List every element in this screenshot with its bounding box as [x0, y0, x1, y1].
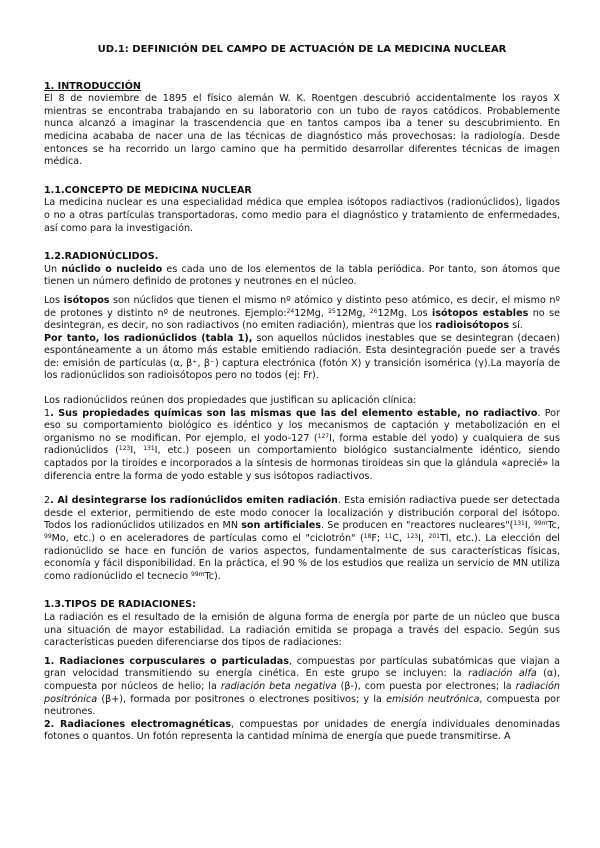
document-title: UD.1: DEFINICIÓN DEL CAMPO DE ACTUACIÓN DE LA MEDICINA NUCLEAR — [97, 44, 507, 55]
corpusculares-paragraph: 1. Radiaciones corpusculares o particuladas, compuestas por partículas subatómicas que viajan a gran velocidad transmitiendo su energía cinética. En este grupo se incluyen: la radiación alfa (α), compuesta por núcleos de helio; la radiación beta negativa (β-), com puesta por electrones; la radiación positrónica (β+), formada por positrones o electrones positivos; y la emisión neutrónica, compuesta por neutrones. — [44, 655, 560, 718]
radiacion-paragraph: La radiación es el resultado de la emisión de alguna forma de energía por parte de un núcleo que busca una situación de mayor estabilidad. La radiación emitida se propaga a través del espacio. Según sus características pueden diferenciarse dos tipos de radiaciones: — [44, 611, 560, 649]
intro-paragraph: El 8 de noviembre de 1895 el físico alemán W. K. Roentgen descubrió accidentalmente los rayos X mientras se encontraba trabajando en su laboratorio con un tubo de rayos catódicos. Probablemente nunca alcanzó a imaginar la trascendencia que en tantos campos iba a tener su descubrimiento. En medicina acababa de nacer una de las técnicas de diagnóstico más provechosas: la radiología. Desde entonces se ha recorrido un largo camino que ha permitido desarrollar diferentes técnicas de imagen médica. — [44, 93, 560, 168]
concepto-paragraph: La medicina nuclear es una especialidad médica que emplea isótopos radiactivos (radionúclidos), ligados o no a otras partículas transportadoras, como medio para el diagnóstico y tratamiento de enfermedades, así como para la investigación. — [44, 197, 560, 234]
propiedades-intro: Los radionúclidos reúnen dos propiedades que justifican su aplicación clínica: — [44, 395, 417, 407]
electromagneticas-paragraph: 2. Radiaciones electromagnéticas, compuestas por unidades de energía individuales denominadas fotones o quantos. Un fotón representa la cantidad mínima de energía que puede transmitirse. A — [44, 718, 560, 743]
heading-tipos-radiaciones: 1.3.TIPOS DE RADIACIONES: — [44, 599, 196, 611]
isotopos-paragraph: Los isótopos son núclidos que tienen el mismo nº atómico y distinto peso atómico, es decir, el mismo nº de protones y distinto nº de neutrones. Ejemplo:$^{24}$12Mg, $^{25}$12Mg, $^{26}$12Mg. Los isótopos estables no se desintegran, es decir, no son radiactivos (no emiten radiación), mientras que los radioisótopos sí. — [44, 294, 561, 332]
propiedad-1-paragraph: 1. Sus propiedades químicas son las mismas que las del elemento estable, no radiactivo. Por eso su comportamiento biológico es idéntico y los mecanismos de captación y metabolización en el organismo no se modifican. Por ejemplo, el yodo-127 ($^{127}$I, forma estable del yodo) y cualquiera de sus radionúclidos ($^{123}$I, $^{131}$I, etc.) poseen un comportamiento biológico sustancialmente idéntico, siendo captados por la tiroides e incorporados a la síntesis de hormonas tiroideas sin que la glándula «aprecié» la diferencia entre la forma de yodo estable y sus isótopos radiactivos. — [44, 407, 560, 482]
heading-introduccion: 1. INTRODUCCIÓN — [44, 80, 141, 92]
heading-concepto: 1.1.CONCEPTO DE MEDICINA NUCLEAR — [44, 184, 252, 196]
nuclido-paragraph: Un núclido o nucleido es cada uno de los elementos de la tabla periódica. Por tanto, son átomos que tienen un número definido de protones y neutrones en el núcleo. — [44, 263, 561, 288]
propiedad-2-paragraph: 2. Al desintegrarse los radionúclidos emiten radiación. Esta emisión radiactiva puede ser detectada desde el exterior, permitiendo de este modo conocer la localización y distribución corporal del isótopo. Todos los radionúclidos utilizados en MN son artificiales. Se producen en "reactores nucleares"($^{131}$I, $^{99m}$Tc, $^{99}$Mo, etc.) o en aceleradores de partículas como el "ciclotrón" ($^{18}$F; $^{11}$C, $^{123}$I, $^{201}$Tl, etc.). La elección del radionúclido se hace en función de varios aspectos, fundamentalmente de sus características físicas, economía y fácil disponibilidad. En la práctica, el 90 % de los estudios que realiza un servicio de MN utiliza como radionúclido el tecnecio $^{99m}$Tc). — [44, 495, 560, 582]
radionuclidos-paragraph: Por tanto, los radionúclidos (tabla 1), son aquellos núclidos inestables que se desintegran (decaen) espontáneamente a un átomo más estable emitiendo radiación. Esta desintegración puede ser a través de: emisión de partículas (α, β⁺, β⁻) captura electrónica (fotón X) y transición isomérica (γ).La mayoría de los radionúclidos son radioisótopos pero no todos (ej: Fr). — [44, 332, 560, 382]
heading-radionuclidos: 1.2.RADIONÚCLIDOS. — [44, 251, 159, 263]
